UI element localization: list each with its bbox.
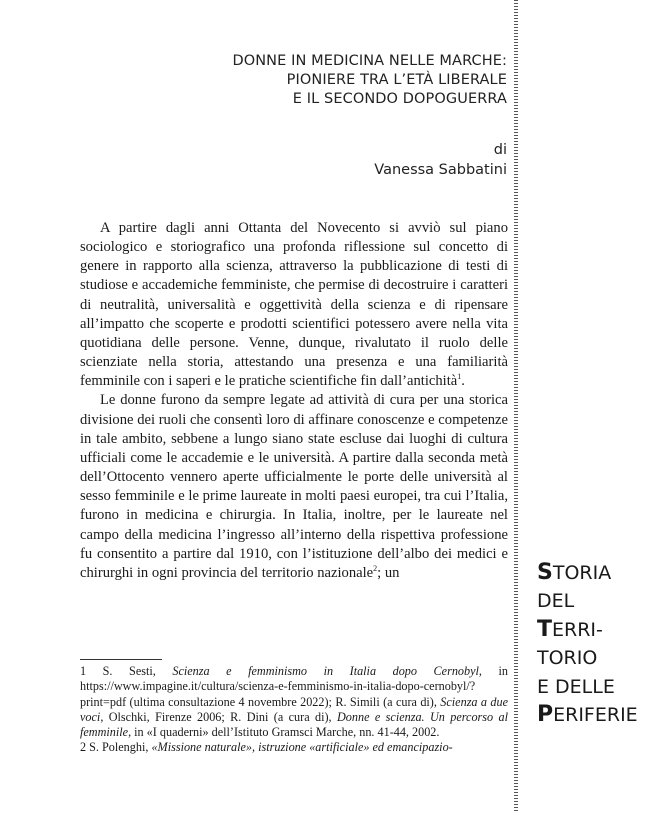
series-label-line-5: E DELLE — [537, 675, 615, 698]
series-label-line-2: DEL — [537, 590, 575, 613]
series-cap-p: P — [537, 702, 554, 728]
footnote-ref-1: 1 — [457, 372, 462, 382]
byline — [374, 140, 507, 180]
footnote-1-part: 1 S. Sesti, — [80, 664, 173, 678]
series-label — [537, 559, 638, 729]
series-cap-s: S — [537, 560, 553, 585]
footnote-1-part: , Olschki, Firenze 2006; R. Dini (a cura di), — [100, 709, 337, 724]
footnote-2 — [80, 740, 508, 755]
series-text: ERIFERIE — [553, 704, 638, 727]
series-label-line-4: TORIO — [537, 647, 598, 670]
paragraph-2-text: Le donne furono da sempre legate ad attività di cura per una storica divisione dei ruoli che consentì loro di affinare conoscenze e competenze in tale ambito, sebbene a lungo siano state escluse dai luoghi di cultura ufficiali come le accademie e le università. A partire dalla seconda metà dell’Ottocento vennero aperte ufficialmente le porte delle università al sesso femminile e le prime laureate in molti paesi europei, tra cui l’Italia, furono in medicina e chirurgia. In Italia, inoltre, per le laureate nel campo della medicina l’ingresso all’interno della rispettiva professione fu consentito a partire dal 1910, con l’istituzione dell’albo dei medici e chirurghi in ogni provincia del territorio nazionale — [80, 392, 508, 581]
footnote-2-part: 2 S. Polenghi, — [80, 740, 152, 755]
series-label-line-6 — [537, 701, 638, 729]
footnote-1 — [80, 664, 508, 740]
series-label-line-1 — [537, 559, 638, 587]
footnotes — [80, 664, 508, 756]
author-name: Vanessa Sabbatini — [374, 162, 507, 178]
series-text: ERRI- — [552, 618, 603, 641]
title-line-2: PIONIERE TRA L’ETÀ LIBERALE — [286, 72, 507, 88]
footnote-1-title-2: Scienza a due voci — [80, 694, 508, 724]
series-text: TORIA — [552, 562, 612, 584]
footnote-1-title-3: Donne e scienza. Un percorso al femminile — [80, 709, 508, 740]
paragraph-2-end: ; un — [377, 564, 400, 581]
footnote-2-title: «Missione naturale», istruzione «artificiale» ed emancipazio- — [151, 740, 453, 755]
article-title — [232, 52, 507, 109]
byline-di: di — [493, 142, 507, 158]
series-cap-t: T — [537, 616, 553, 642]
title-line-1: DONNE IN MEDICINA NELLE MARCHE: — [232, 53, 507, 69]
footnote-1-title-1: Scienza e femminismo in Italia dopo Cernobyl — [172, 664, 479, 678]
series-label-line-3 — [537, 616, 638, 644]
paragraph-1-end: . — [461, 373, 465, 390]
paragraph-1 — [80, 219, 508, 391]
paragraph-2 — [80, 391, 508, 583]
paragraph-1-text: A partire dagli anni Ottanta del Novecento si avviò sul piano sociologico e storiografico una profonda riflessione sul concetto di genere in rapporto alla scienza, attraverso la pubblicazione di testi di studiose e accademiche femministe, che permise di decostruire i caratteri di neutralità, universalità e oggettività della scienza e di ripensare all’impatto che scoperte e prodotti scientifici potessero avere nella vita quotidiana delle persone. Venne, dunque, rivalutato il ruolo delle scienziate nella storia, attestando una presenza e una familiarità femminile con i saperi e le pratiche scientifiche fin dall’antichità — [80, 220, 508, 390]
footnote-1-part: , in «I quaderni» dell’Istituto Gramsci Marche, nn. 41-44, 2002. — [128, 725, 440, 740]
title-line-3: E IL SECONDO DOPOGUERRA — [292, 91, 507, 107]
footnote-separator — [80, 659, 162, 660]
article-body — [80, 219, 508, 583]
footnote-1-part: , in https://www.impagine.it/cultura/scienza-e-femminismo-in-italia-dopo-cernobyl/?print=pdf (ultima consultazione 4 novembre 2022); R. Simili (a cura di), — [80, 664, 508, 709]
footnote-ref-2: 2 — [373, 563, 378, 573]
page-edge-thumb-index — [514, 0, 518, 813]
